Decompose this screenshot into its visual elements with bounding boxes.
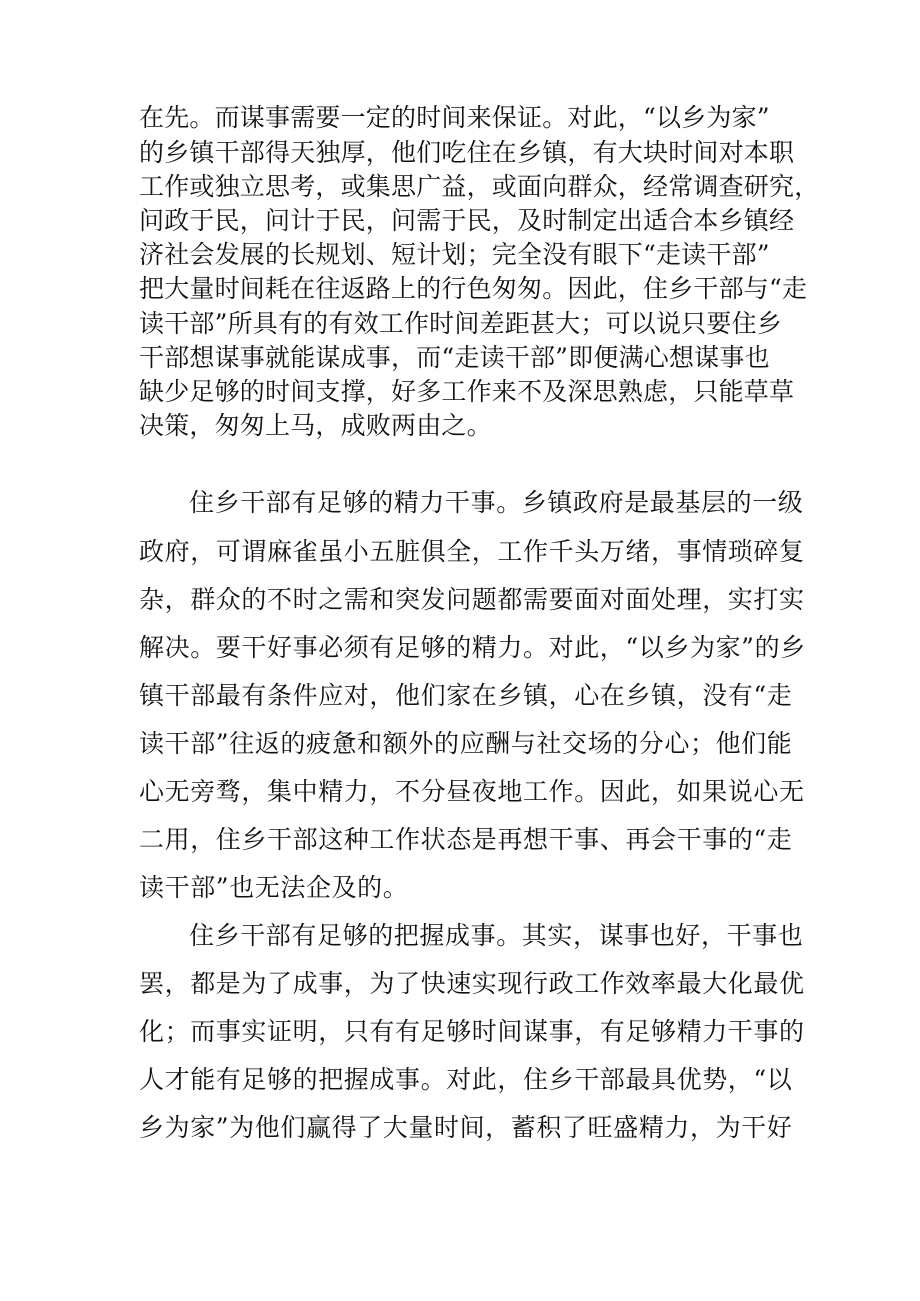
text-line: 乡为家”为他们赢得了大量时间，蓄积了旺盛精力，为干好 [139, 1113, 793, 1142]
text-line: 住乡干部有足够的精力干事。乡镇政府是最基层的一级 [189, 488, 804, 517]
text-line: 罢，都是为了成事，为了快速实现行政工作效率最大化最优 [139, 969, 805, 998]
text-line: 政府，可谓麻雀虽小五脏俱全，工作千头万绪，事情琐碎复 [139, 537, 805, 566]
text-line: 缺少足够的时间支撑，好多工作来不及深思熟虑，只能草草 [139, 377, 795, 406]
text-line: 干部想谋事就能谋成事，而“走读干部”即便满心想谋事也 [139, 343, 770, 372]
text-line: 问政于民，问计于民，问需于民，及时制定出适合本乡镇经 [139, 206, 795, 235]
text-line: 心无旁骛，集中精力，不分昼夜地工作。因此，如果说心无 [139, 777, 805, 806]
text-line: 人才能有足够的把握成事。对此，住乡干部最具优势，“以 [139, 1065, 793, 1094]
text-line: 读干部”往返的疲惫和额外的应酬与社交场的分心；他们能 [139, 729, 793, 758]
text-line: 解决。要干好事必须有足够的精力。对此，“以乡为家”的乡 [139, 633, 806, 662]
text-line: 在先。而谋事需要一定的时间来保证。对此，“以乡为家” [139, 103, 770, 132]
text-line: 住乡干部有足够的把握成事。其实，谋事也好，干事也 [189, 921, 804, 950]
text-line: 决策，匆匆上马，成败两由之。 [139, 411, 492, 440]
text-line: 工作或独立思考，或集思广益，或面向群众，经常调查研究， [139, 172, 820, 201]
text-line: 杂，群众的不时之需和突发问题都需要面对面处理，实打实 [139, 585, 805, 614]
text-line: 把大量时间耗在往返路上的行色匆匆。因此，住乡干部与“走 [139, 274, 808, 303]
text-line: 化；而事实证明，只有有足够时间谋事，有足够精力干事的 [139, 1017, 805, 1046]
text-line: 二用，住乡干部这种工作状态是再想干事、再会干事的“走 [139, 825, 793, 854]
text-line: 读干部”也无法企及的。 [139, 873, 409, 902]
text-line: 济社会发展的长规划、短计划；完全没有眼下“走读干部” [139, 240, 770, 269]
text-line: 的乡镇干部得天独厚，他们吃住在乡镇，有大块时间对本职 [139, 138, 795, 167]
text-line: 镇干部最有条件应对，他们家在乡镇，心在乡镇，没有“走 [139, 681, 793, 710]
text-line: 读干部”所具有的有效工作时间差距甚大；可以说只要住乡 [139, 309, 782, 338]
